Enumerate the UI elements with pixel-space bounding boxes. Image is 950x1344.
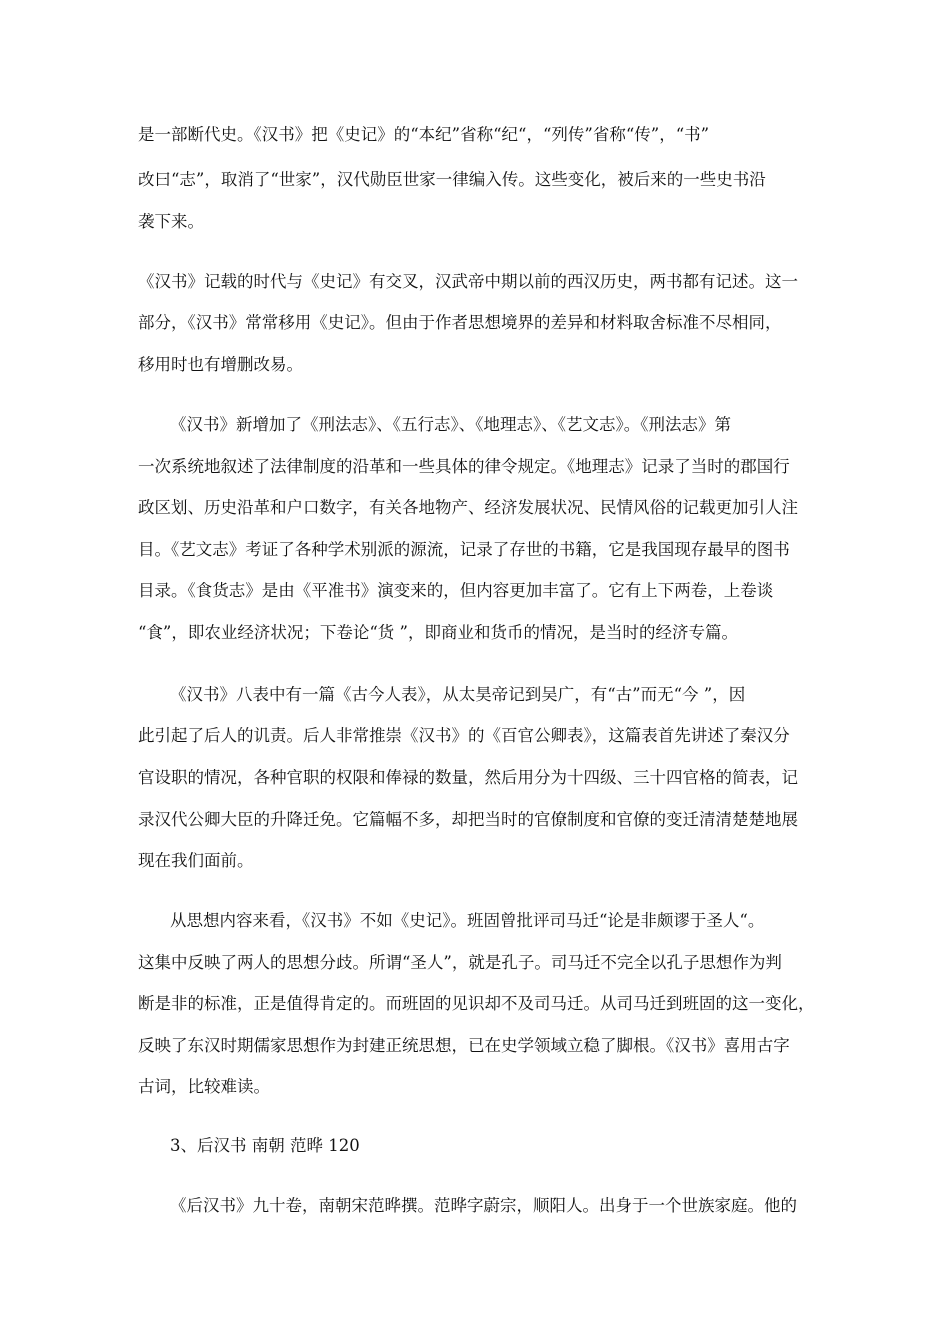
paragraph-4-line-1: 《汉书》八表中有一篇《古今人表》，从太昊帝记到吴广，有“古”而无“今 ”，因: [170, 685, 746, 704]
paragraph-1-line-1: 是一部断代史。《汉书》把《史记》的“本纪”省称“纪“，“列传”省称“传”，“书”: [138, 125, 710, 144]
paragraph-3-line-3: 政区划、历史沿革和户口数字，有关各地物产、经济发展状况、民情风俗的记载更加引人注: [138, 498, 798, 517]
paragraph-4-line-5: 现在我们面前。: [138, 851, 254, 870]
paragraph-5-line-2: 这集中反映了两人的思想分歧。所谓“圣人”，就是孔子。司马迁不完全以孔子思想作为判: [138, 953, 782, 972]
paragraph-3-line-2: 一次系统地叙述了法律制度的沿革和一些具体的律令规定。《地理志》记录了当时的郡国行: [138, 457, 790, 476]
paragraph-4-line-4: 录汉代公卿大臣的升降迁免。它篇幅不多，却把当时的官僚制度和官僚的变迁清清楚楚地展: [138, 810, 798, 829]
paragraph-2-line-3: 移用时也有增删改易。: [138, 355, 303, 374]
paragraph-3-line-1: 《汉书》新增加了《刑法志》、《五行志》、《地理志》、《艺文志》。《刑法志》第: [170, 415, 731, 434]
paragraph-7-line-1: 《后汉书》九十卷，南朝宋范晔撰。范晔字蔚宗，顺阳人。出身于一个世族家庭。他的: [170, 1196, 797, 1215]
paragraph-1-line-2: 改曰“志”，取消了“世家”，汉代勋臣世家一律编入传。这些变化，被后来的一些史书沿: [138, 170, 766, 189]
paragraph-3-line-6: “食”，即农业经济状况；下卷论“货 ”，即商业和货币的情况，是当时的经济专篇。: [138, 623, 738, 642]
paragraph-3-line-5: 目录。《食货志》是由《平准书》演变来的，但内容更加丰富了。它有上下两卷，上卷谈: [138, 581, 774, 600]
paragraph-1-line-3: 袭下来。: [138, 212, 204, 231]
paragraph-2-line-1: 《汉书》记载的时代与《史记》有交叉，汉武帝中期以前的西汉历史，两书都有记述。这一: [138, 272, 798, 291]
paragraph-4-line-2: 此引起了后人的讥责。后人非常推崇《汉书》的《百官公卿表》，这篇表首先讲述了秦汉分: [138, 726, 790, 745]
paragraph-5-line-4: 反映了东汉时期儒家思想作为封建正统思想，已在史学领域立稳了脚根。《汉书》喜用古字: [138, 1036, 790, 1055]
paragraph-5-line-5: 古词，比较难读。: [138, 1077, 270, 1096]
section-heading: 3、后汉书 南朝 范晔 120: [170, 1136, 360, 1155]
paragraph-5-line-3: 断是非的标准，正是值得肯定的。而班固的见识却不及司马迁。从司马迁到班固的这一变化，: [138, 994, 815, 1013]
paragraph-4-line-3: 官设职的情况，各种官职的权限和俸禄的数量，然后用分为十四级、三十四官格的简表，记: [138, 768, 798, 787]
paragraph-3-line-4: 目。《艺文志》考证了各种学术别派的源流，记录了存世的书籍，它是我国现存最早的图书: [138, 540, 790, 559]
paragraph-2-line-2: 部分，《汉书》常常移用《史记》。但由于作者思想境界的差异和材料取舍标准不尽相同，: [138, 313, 782, 332]
paragraph-5-line-1: 从思想内容来看，《汉书》不如《史记》。班固曾批评司马迁“论是非颇谬于圣人“。: [170, 911, 765, 930]
